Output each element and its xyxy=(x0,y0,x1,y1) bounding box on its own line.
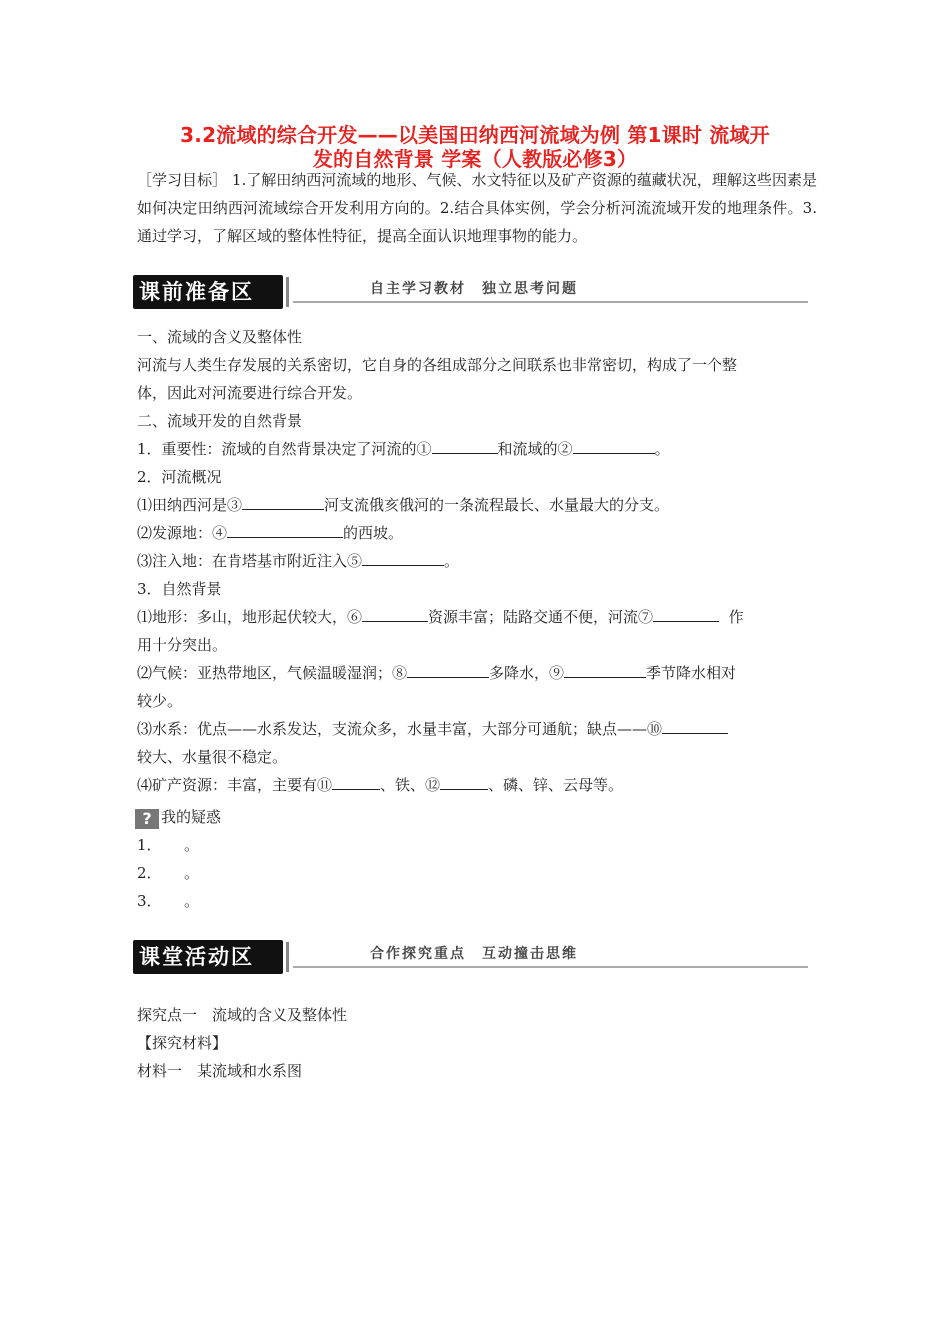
heading-natural-background: 二、流域开发的自然背景 xyxy=(137,412,303,430)
section-rule xyxy=(293,966,808,968)
section-label: 课前准备区 xyxy=(139,280,254,304)
section-label: 课堂活动区 xyxy=(139,945,254,969)
item-text: 1．重要性：流域的自然背景决定了河流的① xyxy=(137,440,432,458)
fill-blank-10[interactable] xyxy=(662,717,728,734)
section-label-box xyxy=(133,275,283,309)
item-text: 和流域的② xyxy=(497,440,573,458)
item-hydrology-cont: 较大、水量很不稳定。 xyxy=(137,748,288,766)
item-outlet xyxy=(137,549,459,573)
section-separator xyxy=(286,942,289,972)
document-title xyxy=(130,123,820,171)
item-text: ⑶水系：优点——水系发达，支流众多，水量丰富，大部分可通航；缺点——⑩ xyxy=(137,720,663,738)
item-text: ⑴田纳西河是③ xyxy=(137,496,243,514)
doubts-heading xyxy=(135,805,221,829)
item-text: 、铁、⑫ xyxy=(380,776,441,794)
fill-blank-7[interactable] xyxy=(653,605,719,622)
section-slogan: 合作探究重点 互动撞击思维 xyxy=(370,946,578,962)
material-header: 【探究材料】 xyxy=(137,1034,228,1052)
item-text: 、磷、锌、云母等。 xyxy=(488,776,624,794)
item-hydrology xyxy=(137,717,728,741)
title-line-1: 3.2流域的综合开发——以美国田纳西河流域为例 第1课时 流域开 xyxy=(180,123,770,147)
item-text: ⑵气候：亚热带地区，气候温暖湿润；⑧ xyxy=(137,664,408,682)
section-rule xyxy=(293,301,808,303)
item-text: ⑶注入地：在肯塔基市附近注入⑤ xyxy=(137,552,363,570)
doubt-item-2: 2． 。 xyxy=(137,864,200,882)
material-1-caption: 材料一 某流域和水系图 xyxy=(137,1062,303,1080)
section-slogan: 自主学习教材 独立思考问题 xyxy=(370,281,578,297)
item-tennessee-river xyxy=(137,493,669,517)
heading-river-overview: 2．河流概况 xyxy=(137,468,222,486)
fill-blank-2[interactable] xyxy=(573,437,655,454)
heading-natural-conditions: 3．自然背景 xyxy=(137,580,222,598)
item-text: 。 xyxy=(654,440,670,458)
item-text: 。 xyxy=(444,552,460,570)
fill-blank-3[interactable] xyxy=(242,493,324,510)
fill-blank-8[interactable] xyxy=(407,661,489,678)
item-text: ⑴地形：多山，地形起伏较大，⑥ xyxy=(137,608,363,626)
heading-watershed-meaning: 一、流域的含义及整体性 xyxy=(137,328,303,346)
section-header-class xyxy=(133,940,808,976)
fill-blank-11[interactable] xyxy=(332,773,380,790)
section-separator xyxy=(286,277,289,307)
inquiry-point-1: 探究点一 流域的含义及整体性 xyxy=(137,1006,348,1024)
item-text: 的西坡。 xyxy=(343,524,404,542)
item-source xyxy=(137,521,403,545)
fill-blank-9[interactable] xyxy=(564,661,646,678)
item-climate xyxy=(137,661,736,685)
item-text: ⑵发源地：④ xyxy=(137,524,228,542)
item-terrain-cont: 用十分突出。 xyxy=(137,636,228,654)
paragraph-line-2: 体，因此对河流要进行综合开发。 xyxy=(137,384,363,402)
paragraph-line-1: 河流与人类生存发展的关系密切，它自身的各组成部分之间联系也非常密切，构成了一个整 xyxy=(137,356,738,374)
item-text: 季节降水相对 xyxy=(646,664,737,682)
item-importance xyxy=(137,437,670,461)
title-line-2: 发的自然背景 学案（人教版必修3） xyxy=(312,147,638,171)
item-text: 资源丰富；陆路交通不便，河流⑦ xyxy=(428,608,654,626)
item-text: 多降水，⑨ xyxy=(489,664,565,682)
item-minerals xyxy=(137,773,623,797)
doubt-item-3: 3． 。 xyxy=(137,892,200,910)
fill-blank-1[interactable] xyxy=(432,437,498,454)
item-text: 河支流俄亥俄河的一条流程最长、水量最大的分支。 xyxy=(324,496,670,514)
item-text: ⑷矿产资源：丰富，主要有⑪ xyxy=(137,776,333,794)
doubt-item-1: 1． 。 xyxy=(137,836,200,854)
item-climate-cont: 较少。 xyxy=(137,692,183,710)
fill-blank-5[interactable] xyxy=(362,549,444,566)
item-terrain xyxy=(137,605,744,629)
fill-blank-6[interactable] xyxy=(362,605,428,622)
section-header-prep xyxy=(133,275,808,311)
question-icon: ? xyxy=(135,809,159,829)
fill-blank-12[interactable] xyxy=(440,773,488,790)
learning-objectives: ［学习目标］ 1.了解田纳西河流域的地形、气候、水文特征以及矿产资源的蕴藏状况，理解这些因素是如何决定田纳西河流域综合开发利用方向的。2.结合具体实例，学会分析河流流域开发的地理条件。3.通过学习，了解区域的整体性特征，提高全面认识地理事物的能力。 xyxy=(137,171,817,245)
doubts-label: 我的疑惑 xyxy=(161,808,222,826)
section-label-box xyxy=(133,940,283,974)
fill-blank-4[interactable] xyxy=(227,521,343,538)
item-text: 作 xyxy=(728,608,744,626)
